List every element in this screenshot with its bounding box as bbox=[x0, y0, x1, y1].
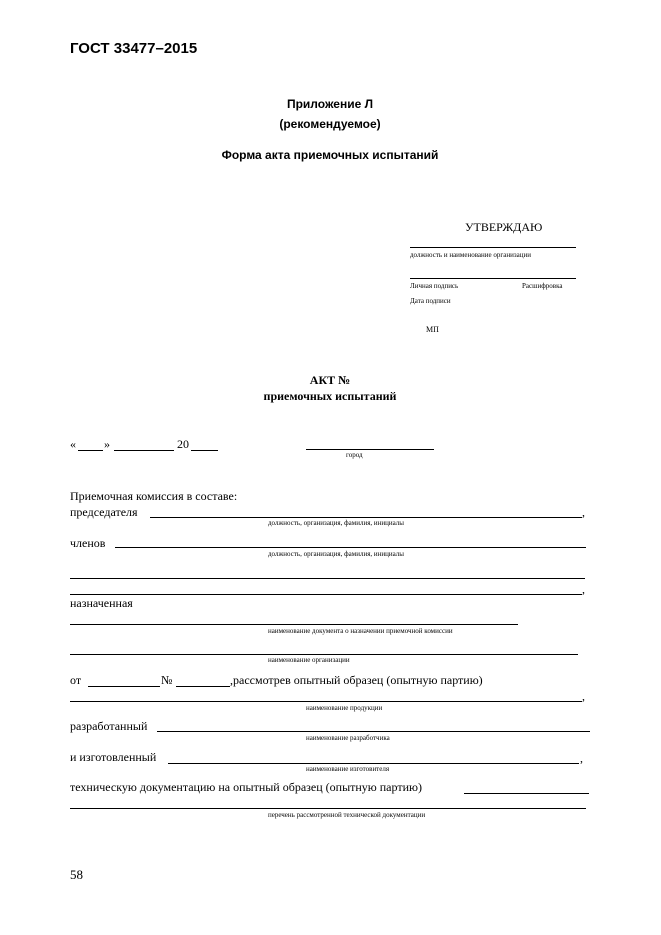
from-label: от bbox=[70, 673, 82, 687]
year-field[interactable] bbox=[191, 450, 218, 451]
appendix-title: Приложение Л bbox=[286, 97, 374, 111]
stamp-label: МП bbox=[426, 325, 439, 334]
appointed-label: назначенная bbox=[70, 596, 133, 610]
approval-title: УТВЕРЖДАЮ bbox=[465, 220, 543, 234]
members-comma: , bbox=[582, 582, 585, 596]
developer-field[interactable] bbox=[157, 731, 590, 732]
standard-number: ГОСТ 33477–2015 bbox=[70, 40, 198, 57]
developer-caption: наименование разработчика bbox=[306, 734, 390, 742]
tech-doc-caption: перечень рассмотренной технической документации bbox=[268, 811, 426, 819]
product-caption: наименование продукции bbox=[306, 704, 383, 712]
appendix-subtitle: (рекомендуемое) bbox=[279, 117, 381, 131]
members-field-3[interactable] bbox=[70, 594, 582, 595]
product-field[interactable] bbox=[70, 701, 582, 702]
members-field-2[interactable] bbox=[70, 578, 585, 579]
from-date-field[interactable] bbox=[88, 686, 160, 687]
tech-doc-text: техническую документацию на опытный образец (опытную партию) bbox=[70, 780, 422, 794]
date-close-quote: » bbox=[104, 437, 110, 451]
members-label: членов bbox=[70, 536, 106, 550]
manufacturer-caption: наименование изготовителя bbox=[306, 765, 390, 773]
commission-intro: Приемочная комиссия в составе: bbox=[70, 489, 238, 503]
decoding-caption: Расшифровка bbox=[522, 282, 563, 290]
manufacturer-field[interactable] bbox=[168, 763, 579, 764]
act-title: АКТ № bbox=[309, 373, 351, 387]
manufacturer-comma: , bbox=[580, 751, 583, 765]
month-field[interactable] bbox=[114, 450, 174, 451]
developed-label: разработанный bbox=[70, 719, 148, 733]
day-field[interactable] bbox=[78, 450, 103, 451]
date-open-quote: « bbox=[70, 437, 76, 451]
form-title: Форма акта приемочных испытаний bbox=[221, 148, 439, 162]
number-sign: № bbox=[161, 673, 173, 687]
reviewed-text: ,рассмотрев опытный образец (опытную партию) bbox=[230, 673, 483, 687]
city-caption: город bbox=[346, 451, 363, 459]
tech-doc-field-1[interactable] bbox=[464, 793, 589, 794]
tech-doc-field-2[interactable] bbox=[70, 808, 586, 809]
signature-caption: Личная подпись bbox=[410, 282, 459, 290]
city-field[interactable] bbox=[306, 449, 434, 450]
appointed-doc-caption: наименование документа о назначении приемочной комиссии bbox=[268, 627, 453, 635]
date-caption: Дата подписи bbox=[410, 297, 451, 305]
position-line bbox=[410, 247, 576, 248]
page-number: 58 bbox=[70, 867, 83, 882]
position-caption: должность и наименование организации bbox=[410, 251, 531, 259]
product-comma: , bbox=[582, 689, 585, 703]
manufactured-label: и изготовленный bbox=[70, 750, 157, 764]
act-subtitle: приемочных испытаний bbox=[263, 389, 397, 403]
chairman-caption: должность, организация, фамилия, инициалы bbox=[268, 519, 405, 527]
organization-field[interactable] bbox=[70, 654, 578, 655]
chairman-label: председателя bbox=[70, 505, 138, 519]
appointed-doc-field[interactable] bbox=[70, 624, 518, 625]
signature-line bbox=[410, 278, 576, 279]
members-field[interactable] bbox=[115, 547, 586, 548]
organization-caption: наименование организации bbox=[268, 656, 350, 664]
chairman-comma: , bbox=[582, 505, 585, 519]
members-caption: должность, организация, фамилия, инициалы bbox=[268, 550, 405, 558]
year-prefix: 20 bbox=[177, 437, 189, 451]
chairman-field[interactable] bbox=[150, 517, 582, 518]
doc-number-field[interactable] bbox=[176, 686, 230, 687]
